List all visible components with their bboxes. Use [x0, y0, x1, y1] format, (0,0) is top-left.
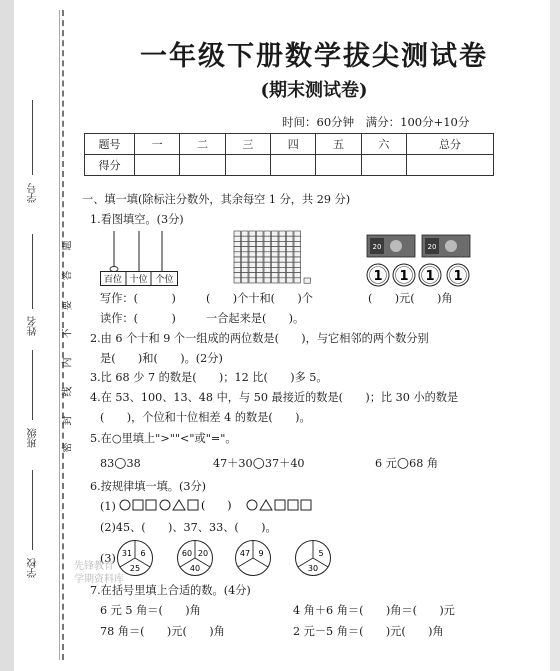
exam-subtitle: (期末测试卷) — [260, 80, 368, 101]
banknote-value: 20 — [372, 243, 382, 251]
banknote-value: 20 — [427, 243, 437, 251]
seal-char: 题 — [62, 240, 74, 251]
q7-b: 4 角＋6 角＝( )角＝( )元 — [293, 604, 455, 617]
seal-char: 封 — [62, 415, 74, 426]
tens-rod — [234, 231, 241, 283]
score-header-cell: 三 — [225, 134, 270, 155]
coin-1-jiao — [419, 264, 441, 286]
score-table-header-row — [85, 134, 494, 155]
seal-char: 线 — [62, 386, 74, 397]
tens-rod — [264, 231, 271, 283]
score-header-cell: 五 — [316, 134, 361, 155]
compare-circle-blank[interactable]: ○ — [396, 455, 410, 471]
window-left-edge — [0, 0, 14, 671]
q5-right-value: 38 — [126, 457, 141, 470]
q7-title: 7.在括号里填上合适的数。(4分) — [90, 584, 251, 597]
banknote-20-yuan — [367, 235, 415, 257]
abacus-label-ones: 个位 — [155, 275, 174, 285]
q7-a: 6 元 5 角＝( )角 — [100, 604, 201, 617]
score-cell[interactable] — [271, 155, 316, 176]
q6-title: 6.按规律填一填。(3分) — [90, 480, 207, 493]
window-scrollbar[interactable] — [550, 0, 560, 671]
seal-char: 要 — [62, 300, 74, 311]
watermark — [74, 560, 124, 586]
score-cell[interactable] — [361, 155, 406, 176]
tens-blocks-figure — [232, 229, 322, 289]
score-header-cell: 四 — [271, 134, 316, 155]
q5-left-value: 47＋30 — [213, 457, 253, 470]
q5-right-value: 37＋40 — [264, 457, 305, 470]
circle-number: 25 — [129, 564, 141, 573]
circle-number: 30 — [307, 564, 319, 573]
circle-number: 20 — [197, 549, 209, 558]
banknote-20-yuan — [422, 235, 470, 257]
circle-number: 31 — [121, 549, 133, 558]
q2-line2: 是( )和( )。(2分) — [100, 352, 223, 365]
section-heading: 一、填一填(除标注分数外，其余每空 1 分，共 29 分) — [82, 193, 351, 206]
q1-tens-ones: ( )个十和( )个 — [206, 292, 313, 305]
q1-write: 写作：( ) — [100, 292, 176, 305]
seal-char: 不 — [62, 328, 74, 339]
score-table-score-row — [85, 155, 494, 176]
coin-1-jiao — [447, 264, 469, 286]
score-header-cell: 六 — [361, 134, 406, 155]
tens-rod — [294, 231, 301, 283]
q6-line1 — [100, 498, 349, 513]
exam-title: 一年级下册数学拔尖测试卷 — [140, 41, 488, 72]
student-number-label: 学号 — [28, 183, 39, 203]
seal-char: 答 — [62, 270, 74, 281]
circle-number: 60 — [181, 549, 193, 558]
coin-1-jiao — [367, 264, 389, 286]
tens-rod — [272, 231, 279, 283]
score-cell[interactable] — [180, 155, 225, 176]
score-row-label: 得分 — [85, 155, 135, 176]
tens-rod — [242, 231, 249, 283]
score-header-cell: 题号 — [85, 134, 135, 155]
q4-line2: ( )，个位和十位相差 4 的数是( )。 — [100, 411, 311, 424]
tens-rod — [249, 231, 256, 283]
score-cell[interactable] — [407, 155, 494, 176]
money-figure — [366, 233, 478, 293]
class-blank — [32, 350, 33, 420]
q6-line3-prefix: (3) — [100, 552, 116, 565]
circle-number: 6 — [140, 549, 146, 558]
q7-d: 2 元－5 角＝( )元( )角 — [293, 625, 444, 638]
coin-1-jiao — [393, 264, 415, 286]
q1-title: 1.看图填空。(3分) — [90, 213, 184, 226]
tens-rod — [279, 231, 286, 283]
circle-number: 40 — [189, 564, 201, 573]
name-blank — [32, 234, 33, 309]
q5-right-value: 68 角 — [409, 457, 439, 470]
abacus-label-hundreds: 百位 — [103, 275, 123, 285]
watermark-line: 先锋教育 — [74, 561, 114, 572]
circle-number: 5 — [318, 549, 324, 558]
class-label: 班级 — [28, 428, 39, 448]
school-label: 学校 — [28, 558, 39, 578]
q5-item-1 — [100, 455, 141, 471]
tens-rod — [257, 231, 264, 283]
tens-rod — [287, 231, 294, 283]
q6-line2: (2)45、( )、37、33、( )。 — [100, 521, 277, 534]
compare-circle-blank[interactable]: ○ — [252, 455, 265, 471]
svg-text:( ): ( ) — [201, 499, 233, 512]
ones-cube — [304, 278, 311, 283]
score-table — [84, 133, 494, 176]
student-number-blank — [32, 100, 33, 175]
q1-money-fill: ( )元( )角 — [368, 292, 453, 305]
q1-together: 一合起来是( )。 — [206, 312, 305, 325]
seal-char: 密 — [62, 442, 74, 453]
q3: 3.比 68 少 7 的数是( )；12 比( )多 5。 — [90, 371, 328, 384]
q5-left-value: 83 — [100, 457, 115, 470]
q5-item-2 — [213, 455, 305, 471]
score-cell[interactable] — [316, 155, 361, 176]
q4-line1: 4.在 53、100、13、48 中，与 50 最接近的数是( )；比 30 小的数是 — [90, 391, 459, 404]
number-pattern-circle — [294, 539, 332, 577]
score-header-cell: 二 — [180, 134, 225, 155]
q5-title: 5.在○里填上">""<"或"="。 — [90, 432, 237, 445]
q1-read: 读作：( ) — [100, 312, 176, 325]
score-cell[interactable] — [135, 155, 180, 176]
coin-value: 1 — [399, 269, 409, 284]
number-pattern-circle — [176, 539, 214, 577]
shape-pattern — [119, 498, 349, 512]
number-pattern-circle — [234, 539, 272, 577]
q7-c: 78 角＝( )元( )角 — [100, 625, 225, 638]
q6-line1-prefix: (1) — [100, 500, 116, 513]
coin-value: 1 — [373, 269, 383, 284]
q2-line1: 2.由 6 个十和 9 个一组成的两位数是( )，与它相邻的两个数分别 — [90, 332, 429, 345]
watermark-line: 学期资料库 — [74, 574, 124, 585]
score-cell[interactable] — [225, 155, 270, 176]
abacus-figure — [100, 227, 178, 289]
abacus-label-tens: 十位 — [129, 275, 148, 285]
name-label: 姓名 — [28, 316, 39, 336]
compare-circle-blank[interactable]: ○ — [114, 455, 127, 471]
seal-char: 内 — [62, 357, 74, 368]
circle-number: 47 — [239, 549, 251, 558]
time-info: 时间：60分钟 满分：100分+10分 — [282, 115, 470, 129]
coin-value: 1 — [453, 269, 463, 284]
school-blank — [32, 470, 33, 550]
score-header-cell: 总分 — [407, 134, 494, 155]
score-header-cell: 一 — [135, 134, 180, 155]
q5-left-value: 6 元 — [375, 457, 397, 470]
circle-number: 9 — [258, 549, 264, 558]
q5-item-3 — [375, 455, 438, 471]
coin-value: 1 — [425, 269, 435, 284]
